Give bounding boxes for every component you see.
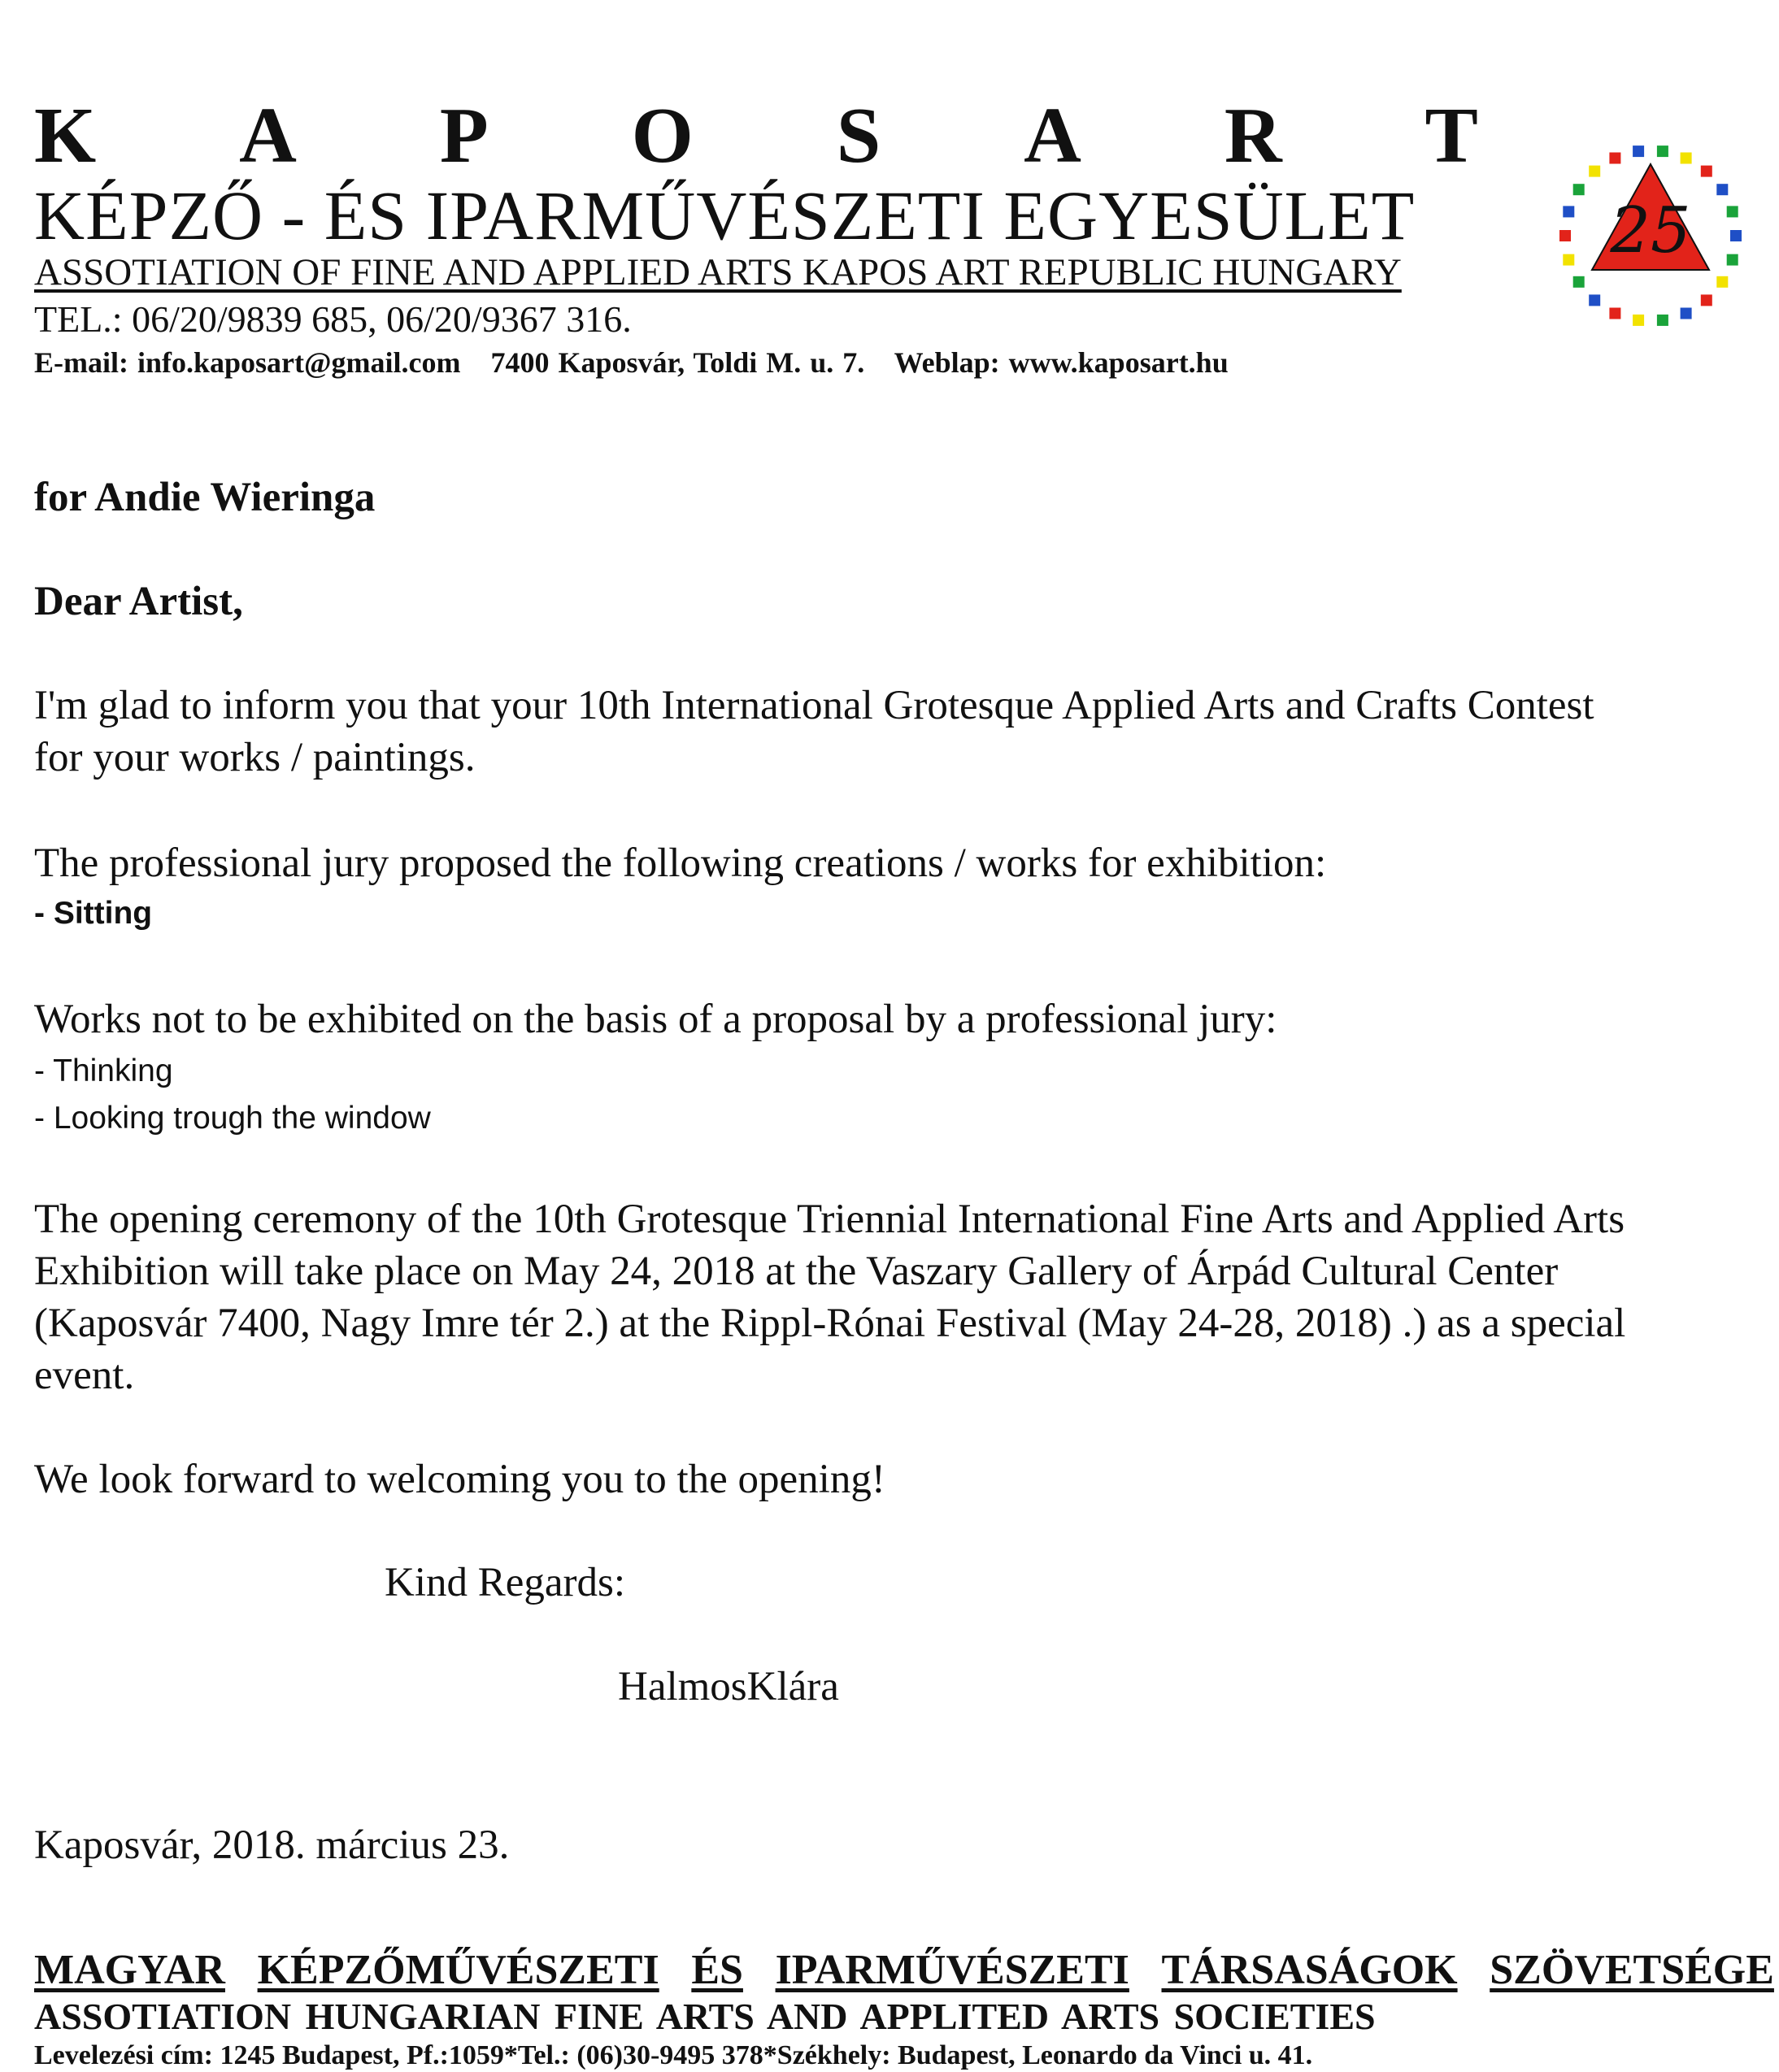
brand-letter: P bbox=[439, 92, 489, 180]
logo-square bbox=[1589, 166, 1600, 177]
brand-letter: T bbox=[1425, 92, 1478, 180]
recipient-line: for Andie Wieringa bbox=[34, 475, 376, 520]
brand-name bbox=[34, 92, 1478, 180]
date-line: Kaposvár, 2018. március 23. bbox=[34, 1822, 510, 1868]
not-exhibited-work-item: - Thinking bbox=[34, 1053, 173, 1088]
text-line: I'm glad to inform you that your 10th International Grotesque Applied Arts and Crafts Contest bbox=[34, 683, 1594, 728]
contact-line bbox=[34, 348, 1250, 377]
brand-letter: K bbox=[34, 92, 97, 180]
logo-square bbox=[1609, 153, 1620, 164]
footer-word: IPARMŰVÉSZETI bbox=[775, 1947, 1129, 1993]
exhibited-work-item: - Sitting bbox=[34, 896, 153, 931]
not-exhibited-work-item: - Looking trough the window bbox=[34, 1101, 431, 1136]
logo-square bbox=[1573, 184, 1585, 195]
telephone-line: TEL.: 06/20/9839 685, 06/20/9367 316. bbox=[34, 298, 632, 340]
website-text: Weblap: www.kaposart.hu bbox=[894, 346, 1229, 379]
logo-square bbox=[1559, 230, 1571, 241]
address-text: 7400 Kaposvár, Toldi M. u. 7. bbox=[490, 346, 865, 379]
logo-square bbox=[1716, 276, 1728, 288]
logo-square bbox=[1727, 254, 1738, 266]
footer-address-line: Levelezési cím: 1245 Budapest, Pf.:1059*Tel.: (06)30-9495 378*Székhely: Budapest, Leonardo da Vinci u. 41. bbox=[34, 2040, 1313, 2070]
logo-square bbox=[1657, 315, 1668, 326]
footer-word: KÉPZŐMŰVÉSZETI bbox=[257, 1947, 659, 1993]
logo-square bbox=[1573, 276, 1585, 288]
brand-letter: A bbox=[1024, 92, 1081, 180]
paragraph-exhibited-heading: The professional jury proposed the following creations / works for exhibition: bbox=[34, 841, 1327, 886]
footer-federation-name bbox=[34, 1949, 1774, 1992]
paragraph-intro bbox=[34, 680, 1594, 784]
paragraph-welcome: We look forward to welcoming you to the opening! bbox=[34, 1457, 885, 1502]
logo-square bbox=[1681, 308, 1692, 319]
footer-word: ÉS bbox=[691, 1947, 743, 1993]
text-line: (Kaposvár 7400, Nagy Imre tér 2.) at the Rippl-Rónai Festival (May 24-28, 2018) .) as a special bbox=[34, 1301, 1626, 1346]
paragraph-not-exhibited-heading: Works not to be exhibited on the basis of a proposal by a professional jury: bbox=[34, 997, 1277, 1042]
logo-square bbox=[1701, 294, 1712, 306]
closing: Kind Regards: bbox=[385, 1560, 626, 1605]
brand-letter: O bbox=[631, 92, 694, 180]
brand-letter: S bbox=[836, 92, 881, 180]
footer-word: MAGYAR bbox=[34, 1947, 225, 1993]
logo-square bbox=[1716, 184, 1728, 195]
text-line: The opening ceremony of the 10th Grotesque Triennial International Fine Arts and Applied Arts bbox=[34, 1197, 1625, 1242]
anniversary-logo-icon bbox=[1529, 114, 1772, 358]
logo-square bbox=[1730, 230, 1742, 241]
org-name-english: ASSOTIATION OF FINE AND APPLIED ARTS KAPOS ART REPUBLIC HUNGARY bbox=[34, 251, 1402, 293]
footer-word: SZÖVETSÉGE bbox=[1490, 1947, 1774, 1993]
logo-square bbox=[1657, 146, 1668, 157]
paragraph-opening-ceremony bbox=[34, 1193, 1625, 1401]
logo-square bbox=[1633, 315, 1644, 326]
text-line: event. bbox=[34, 1353, 135, 1398]
logo-square bbox=[1633, 146, 1644, 157]
logo-square bbox=[1727, 206, 1738, 217]
logo-square bbox=[1609, 308, 1620, 319]
text-line: for your works / paintings. bbox=[34, 735, 476, 780]
logo-number: 25 bbox=[1610, 194, 1691, 267]
footer-word: TÁRSASÁGOK bbox=[1161, 1947, 1458, 1993]
logo-square bbox=[1589, 294, 1600, 306]
text-line: Exhibition will take place on May 24, 2018 at the Vaszary Gallery of Árpád Cultural Center bbox=[34, 1249, 1559, 1294]
brand-letter: R bbox=[1224, 92, 1282, 180]
logo-square bbox=[1563, 206, 1574, 217]
logo-square bbox=[1681, 153, 1692, 164]
logo-square bbox=[1563, 254, 1574, 266]
email-text: E-mail: info.kaposart@gmail.com bbox=[34, 346, 461, 379]
salutation: Dear Artist, bbox=[34, 579, 243, 624]
org-name-hungarian: KÉPZŐ - ÉS IPARMŰVÉSZETI EGYESÜLET bbox=[34, 176, 1416, 254]
brand-letter: A bbox=[239, 92, 297, 180]
signature-name: HalmosKlára bbox=[618, 1664, 839, 1709]
logo-square bbox=[1701, 166, 1712, 177]
footer-association-english: ASSOTIATION HUNGARIAN FINE ARTS AND APPLITED ARTS SOCIETIES bbox=[34, 1996, 1376, 2037]
